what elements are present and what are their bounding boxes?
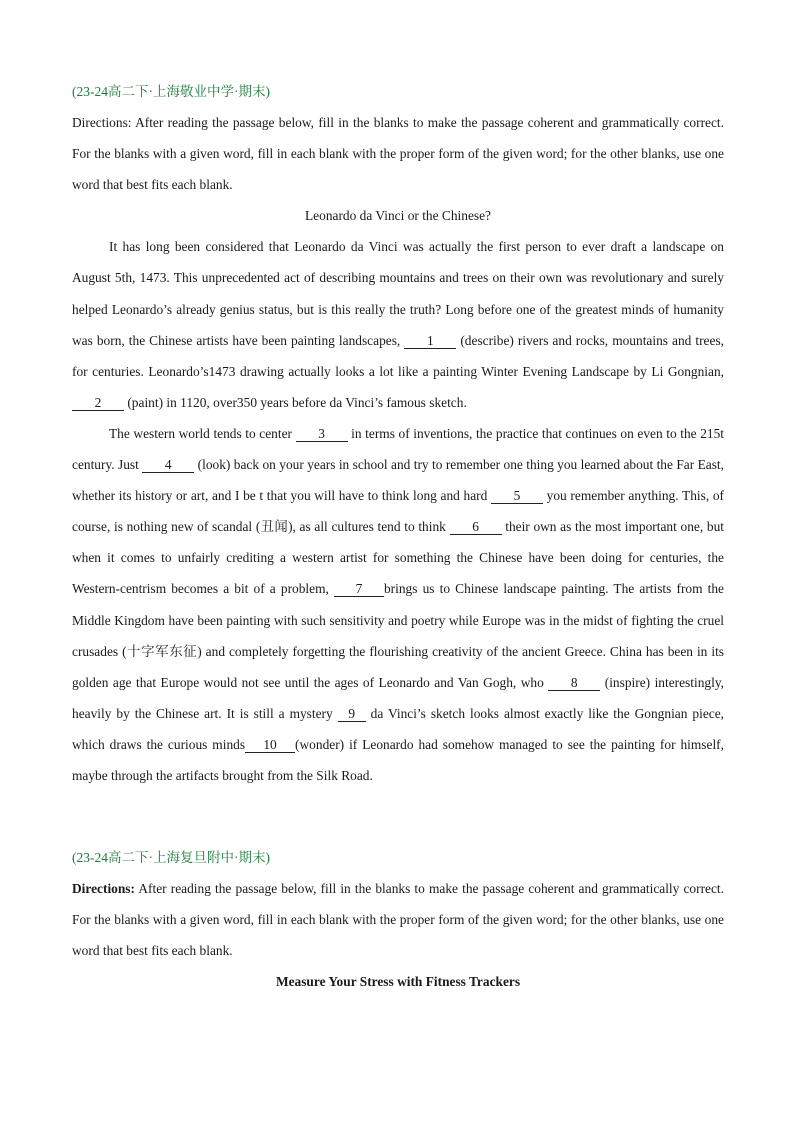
section-gap: [72, 791, 724, 842]
directions-label: Directions:: [72, 881, 135, 897]
blank-9[interactable]: 9: [338, 707, 366, 722]
passage-text: (describe) rivers and rocks, mountains and trees, for centuries. Leonardo’s1473 drawing actually looks a lot like a painting Winter Evening Landscape by Li Gongnian,: [72, 332, 725, 379]
passage-text: (paint) in 1120, over350 years before da Vinci’s famous sketch.: [124, 394, 467, 410]
blank-8[interactable]: 8: [548, 676, 600, 691]
directions-text: Directions: After reading the passage below, fill in the blanks to make the passage coherent and grammatically correct. For the blanks with a given word, fill in each blank with the proper form of the given word; for the other blanks, use one word that best fits each blank.: [72, 115, 724, 193]
blank-5[interactable]: 5: [491, 489, 543, 504]
directions-body: After reading the passage below, fill in the blanks to make the passage coherent and grammatically correct. For the blanks with a given word, fill in each blank with the proper form of the given word; for the other blanks, use one word that best fits each blank.: [72, 881, 724, 959]
passage-paragraph: [72, 418, 724, 791]
blank-10[interactable]: 10: [245, 738, 295, 753]
blank-6[interactable]: 6: [450, 520, 502, 535]
source-tag: (23-24高二下·上海敬业中学·期末): [72, 84, 270, 99]
directions-text: [72, 873, 724, 966]
source-tag: (23-24高二下·上海复旦附中·期末): [72, 850, 270, 866]
passage-text: their own as the most important one, but when it comes to unfairly crediting a western artist for something the Chinese have been doing for centuries, the Western-centrism becomes a bit of a problem,: [72, 519, 724, 597]
blank-2[interactable]: 2: [72, 396, 124, 411]
passage-title: Measure Your Stress with Fitness Trackers: [275, 974, 521, 990]
passage-text: (wonder) if Leonardo had somehow managed to see the painting for himself, maybe through the artifacts brought from the Silk Road.: [72, 736, 724, 783]
blank-1[interactable]: 1: [404, 334, 456, 349]
exam-page: [72, 76, 724, 997]
passage-text: (inspire) interestingly, heavily by the Chinese art. It is still a mystery: [72, 674, 724, 721]
passage-text: you remember anything. This, of course, is nothing new of scandal (丑闻), as all cultures tend to think: [72, 488, 724, 535]
blank-3[interactable]: 3: [296, 427, 348, 442]
passage-title: Leonardo da Vinci or the Chinese?: [305, 208, 491, 224]
blank-7[interactable]: 7: [334, 582, 384, 597]
blank-4[interactable]: 4: [142, 458, 194, 473]
passage-text: (look) back on your years in school and try to remember one thing you learned about the Far East, whether its history or art, and I be t that you will have to think long and hard: [72, 457, 724, 504]
passage-text: brings us to Chinese landscape painting. The artists from the Middle Kingdom have been painting with such sensitivity and poetry while Europe was in the midst of fighting the cruel crusades (十字军东征) and completely forgetting the flourishing creativity of the ancient Greece. China has been in its golden age that Europe would not see until the ages of Leonardo and Van Gogh, who: [72, 581, 724, 690]
passage-paragraph: [72, 231, 724, 418]
passage-text: It has long been considered that Leonardo da Vinci was actually the first person to ever draft a landscape on August 5th, 1473. This unprecedented act of describing mountains and trees on their own was revolutionary and surely helped Leonardo’s already genius status, but is this really the truth? Long before one of the greatest minds of humanity was born, the Chinese artists have been painting landscapes,: [72, 239, 724, 348]
passage-text: The western world tends to center: [109, 425, 296, 441]
passage-text: da Vinci’s sketch looks almost exactly like the Gongnian piece, which draws the curious minds: [72, 705, 724, 752]
passage-text: in terms of inventions, the practice that continues on even to the 215t century. Just: [72, 425, 724, 473]
